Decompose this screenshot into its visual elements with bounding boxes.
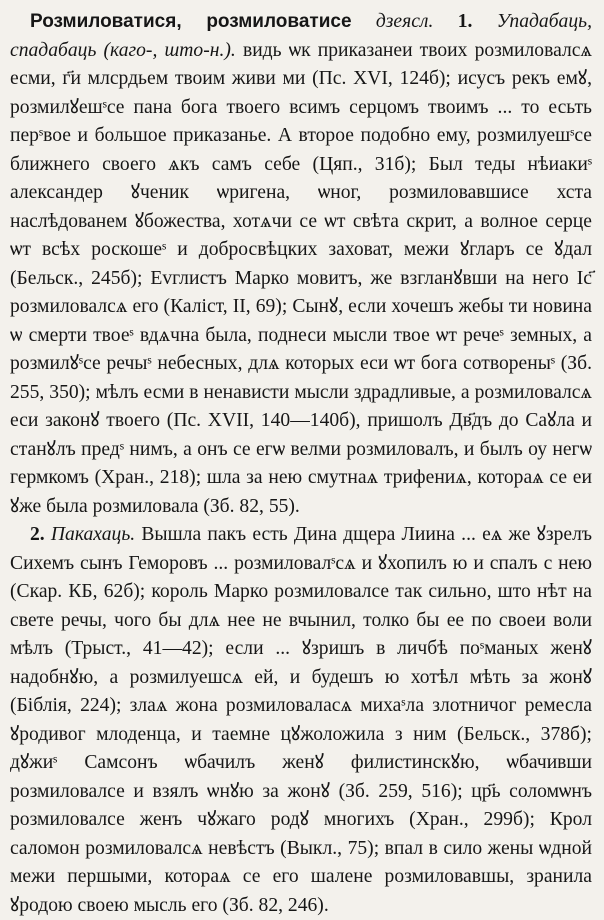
sense-2-gloss: Пакахаць. — [50, 524, 136, 545]
sense-1-gloss: Упадабаць, спадабаць (каго-, што-н.). — [10, 11, 592, 61]
sense-2-paragraph — [10, 521, 592, 920]
sense-1-number: 1. — [457, 11, 473, 32]
headword: Розмиловатися, розмиловатисе — [30, 11, 352, 32]
sense-1-paragraph — [10, 8, 592, 521]
grammar-label: дзеясл. — [375, 11, 434, 32]
sense-1-text: видь ѡк приказанеи твоих розмиловалсѧ есми, г҃и млсрдьем твоим живи ми (Пс. XVI, 124б); исусъ рекъ емꙋ, розмилꙋешˢсе пана бога твоего всимъ серцомъ твоимъ ... то есьть перˢвое и большое приказанье. А второе подобно ему, розмилуешˢсе ближнего своего ѧкъ самъ себе (Цяп., 31б); Был теды нѣиакиˢ александер ꙋченик ѡригена, ѡног, розмиловавшисе хста наслѣдованем ꙋбожества, хотѧчи се ѡт свѣта скрит, а волное серце ѡт всѣх роскошеˢ и добросвѣцких заховат, межи ꙋгларъ се ꙋдал (Бельск., 245б); Еvглистъ Марко мовитъ, же взгланꙋвши на него Іс҃ розмиловалсѧ его (Каліст, II, 69); Сынꙋ, если хочешъ жебы ти новина ѡ смерти твоеˢ вдѧчна была, поднеси мысли твое ѡт речеˢ земных, а розмилꙋˢсе речыˢ небесных, длѧ которых еси ѡт бога сотвореныˢ (Зб. 255, 350); мѣлъ есми в ненависти мысли здрадливые, а розмиловалсѧ еси законꙋ твоего (Пс. XVII, 140—140б), пришолъ Дв҃дъ до Саꙋла и станꙋлъ предˢ нимъ, а онъ се егѡ велми розмиловалъ, и былъ оу негѡ гермкомъ (Хран., 218); шла за нею смутнаѧ трифениѧ, котораѧ се еи ꙋже была розмиловала (Зб. 82, 55). — [10, 39, 592, 517]
sense-2-text: Вышла пакъ есть Дина дщера Лиина ... еѧ же ꙋзрелъ Сихемъ сынъ Геморовъ ... розмиловалˢсѧ и ꙋхопилъ ю и спалъ с нею (Скар. КБ, 62б); король Марко розмиловалсе так сильно, што нѣт на свете речы, чого бы длѧ нее не вчынил, толко бы ее по своеи воли мѣлъ (Трыст., 41—42); если ... ꙋзришъ в личбѣ поˢманых женꙋ надобнꙋю, а розмилуешсѧ ей, и будешъ ю хотѣл мѣть за жонꙋ (Біблія, 224); злаѧ жона розмиловаласѧ михаˢла злотничог ремесла ꙋродивог млоденца, и таемне цꙋжоложила з ним (Бельск., 378б); дꙋжиˢ Самсонъ ѡбачилъ женꙋ филистинскꙋю, ѡбачивши розмиловалсе и взялъ ѡнꙋю за жонꙋ (Зб. 259, 516); цр҃ь соломѡнъ розмиловалсе женъ чꙋжаго родꙋ многихъ (Хран., 299б); Крол саломон розмиловалсѧ невѣстъ (Выкл., 75); впал в сило жены ѡдной межи першыми, котораѧ се его шалене розмиловавшы, зранила ꙋродою своею мысль его (Зб. 82, 246). — [10, 524, 592, 916]
sense-2-number: 2. — [30, 524, 45, 545]
